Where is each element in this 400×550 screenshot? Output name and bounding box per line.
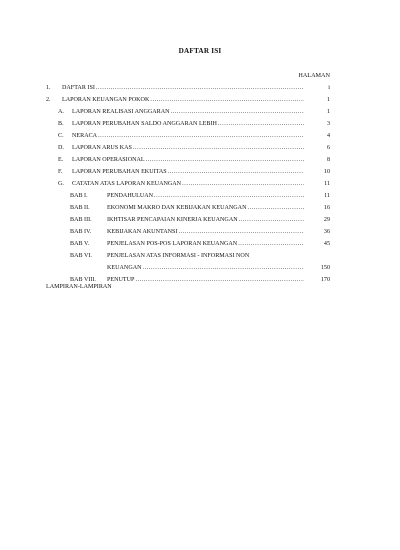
toc-row <box>46 144 330 153</box>
toc-label: LAPORAN REALISASI ANGGARAN <box>72 109 170 115</box>
toc-row <box>46 168 330 177</box>
toc-number: 2. <box>46 97 51 103</box>
toc-label: LAPORAN OPERASIONAL <box>72 157 145 163</box>
toc-number: BAB I. <box>70 193 88 199</box>
toc-page-number: 16 <box>323 205 330 211</box>
toc-number: G. <box>58 181 64 187</box>
toc-page-number: 150 <box>320 265 330 271</box>
toc-leader <box>247 204 304 213</box>
toc-row <box>46 84 330 93</box>
toc-leader <box>146 156 304 165</box>
toc-leader <box>238 240 304 249</box>
toc-page-number: i <box>328 85 330 91</box>
toc-row <box>46 204 330 213</box>
toc-number: B. <box>58 121 64 127</box>
toc-page-number: 1 <box>326 97 330 103</box>
toc-label: CATATAN ATAS LAPORAN KEUANGAN <box>72 181 182 187</box>
toc-leader <box>98 132 304 141</box>
toc-leader <box>168 168 304 177</box>
toc-row <box>46 108 330 117</box>
toc-label: NERACA <box>72 133 98 139</box>
toc-page-number: 3 <box>326 121 330 127</box>
lampiran-heading: LAMPIRAN-LAMPIRAN <box>46 284 112 290</box>
toc-leader <box>239 216 304 225</box>
toc-number: C. <box>58 133 64 139</box>
toc-page-number: 1 <box>326 109 330 115</box>
toc-label: EKONOMI MAKRO DAN KEBIJAKAN KEUANGAN <box>107 205 247 211</box>
toc-number: E. <box>58 157 64 163</box>
toc-row <box>46 180 330 189</box>
toc-page-number: 170 <box>320 277 330 283</box>
toc-number: D. <box>58 145 64 151</box>
toc-leader <box>135 276 304 285</box>
toc-leader <box>218 120 304 129</box>
toc-leader <box>133 144 304 153</box>
toc-leader <box>182 180 304 189</box>
toc-leader <box>96 84 304 93</box>
toc-leader <box>143 264 304 273</box>
toc-label: KEUANGAN <box>107 265 142 271</box>
toc-row <box>46 96 330 105</box>
toc-label: KEBIJAKAN AKUNTANSI <box>107 229 178 235</box>
toc-row <box>46 192 330 201</box>
toc-label: PENUTUP <box>107 277 135 283</box>
toc-number: BAB V. <box>70 241 90 247</box>
toc-page-number: 36 <box>323 229 330 235</box>
toc-page-number: 4 <box>326 133 330 139</box>
toc-page-number: 45 <box>323 241 330 247</box>
page-title: DAFTAR ISI <box>178 47 222 55</box>
toc-label: LAPORAN KEUANGAN POKOK <box>62 97 150 103</box>
toc-number: BAB VIII. <box>70 277 96 283</box>
toc-row <box>46 228 330 237</box>
toc-number: BAB VI. <box>70 253 92 259</box>
toc-page-number: 11 <box>324 193 330 199</box>
toc-row <box>46 216 330 225</box>
toc-leader <box>178 228 304 237</box>
toc-page-number: 10 <box>323 169 330 175</box>
toc-row <box>46 240 330 249</box>
toc-label: LAPORAN PERUBAHAN SALDO ANGGARAN LEBIH <box>72 121 217 127</box>
toc-number: F. <box>58 169 63 175</box>
toc-number: BAB IV. <box>70 229 92 235</box>
toc-row <box>46 120 330 129</box>
toc-leader <box>150 96 304 105</box>
toc-page-number: 8 <box>326 157 330 163</box>
toc-number: A. <box>58 109 64 115</box>
toc-number: BAB III. <box>70 217 92 223</box>
toc-row <box>46 264 330 273</box>
toc-label: IKHTISAR PENCAPAIAN KINERJA KEUANGAN <box>107 217 238 223</box>
toc-label: DAFTAR ISI <box>62 85 95 91</box>
toc-page-number: 29 <box>323 217 330 223</box>
toc-page-number: 11 <box>324 181 330 187</box>
toc-label: LAPORAN ARUS KAS <box>72 145 132 151</box>
toc-leader <box>154 192 304 201</box>
toc-number: 1. <box>46 85 51 91</box>
toc-label: PENJELASAN POS-POS LAPORAN KEUANGAN <box>107 241 238 247</box>
toc-label: PENJELASAN ATAS INFORMASI - INFORMASI NON <box>107 253 250 259</box>
toc-label: LAPORAN PERUBAHAN EKUITAS <box>72 169 167 175</box>
toc-row <box>46 132 330 141</box>
toc-row <box>46 252 330 261</box>
halaman-header: HALAMAN <box>298 72 330 79</box>
toc-label: PENDAHULUAN <box>107 193 154 199</box>
toc-number: BAB II. <box>70 205 90 211</box>
toc-leader <box>171 108 304 117</box>
toc-page-number: 6 <box>326 145 330 151</box>
toc-row <box>46 156 330 165</box>
